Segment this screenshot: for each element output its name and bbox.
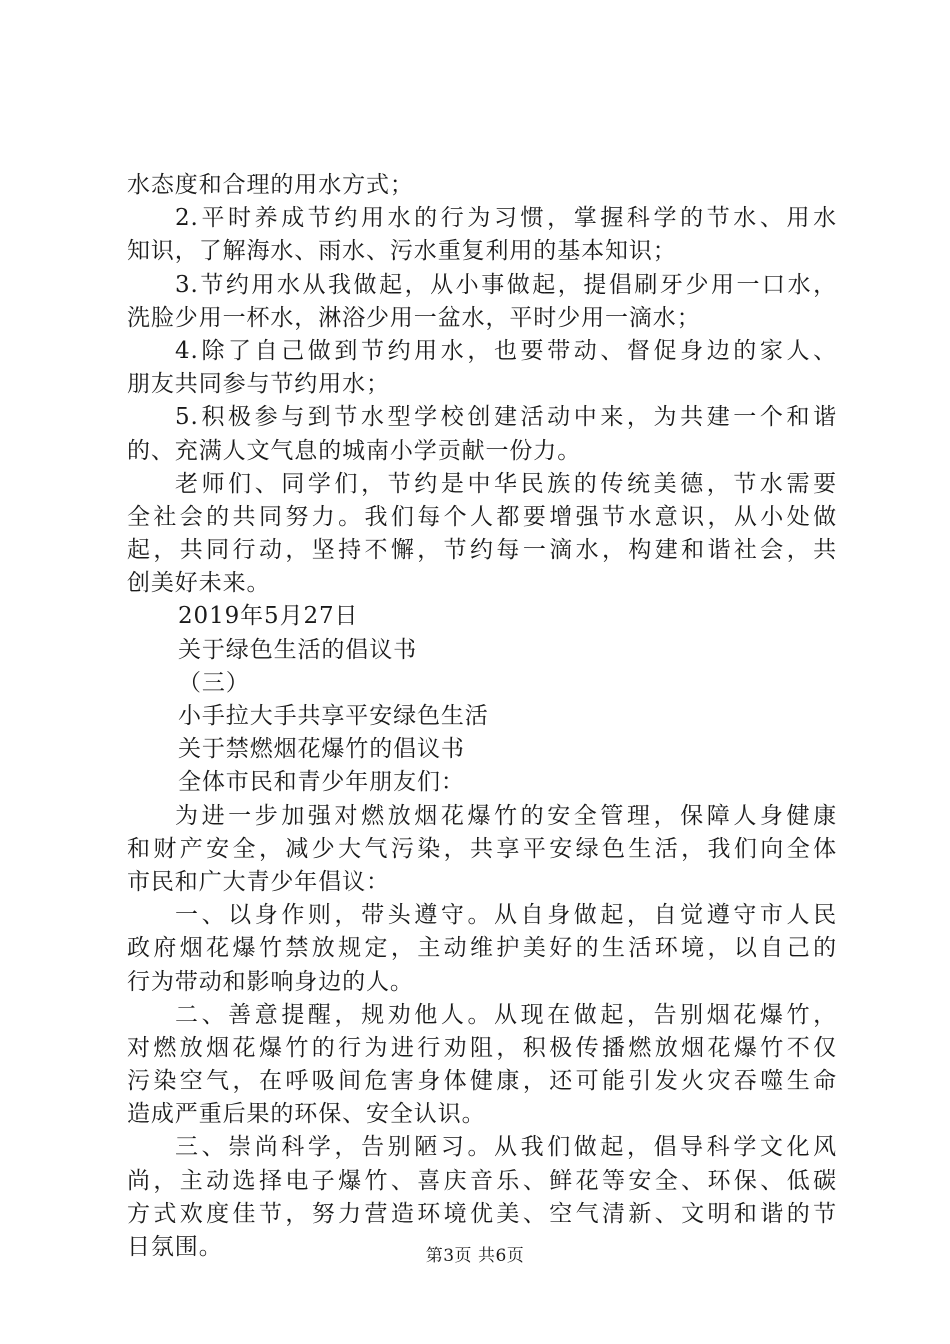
- text-line: 为进一步加强对燃放烟花爆竹的安全管理，保障人身健康: [175, 802, 837, 829]
- text-line: 造成严重后果的环保、安全认识。: [127, 1101, 486, 1128]
- text-line: 5.积极参与到节水型学校创建活动中来，为共建一个和谐: [175, 404, 837, 431]
- text-line: 对燃放烟花爆竹的行为进行劝阻，积极传播燃放烟花爆竹不仅: [127, 1034, 837, 1061]
- page-footer: 第3页 共6页: [425, 1246, 525, 1266]
- text-line: 全社会的共同努力。我们每个人都要增强节水意识，从小处做: [127, 503, 837, 530]
- text-line: 关于绿色生活的倡议书: [178, 636, 417, 663]
- text-line: 朋友共同参与节约用水；: [127, 371, 390, 398]
- text-line: 4.除了自己做到节约用水，也要带动、督促身边的家人、: [175, 337, 837, 364]
- text-line: 2.平时养成节约用水的行为习惯，掌握科学的节水、用水: [175, 205, 837, 232]
- text-line: 洗脸少用一杯水，淋浴少用一盆水，平时少用一滴水；: [127, 304, 701, 331]
- text-line: 日氛围。: [127, 1234, 223, 1260]
- document-body: [127, 169, 837, 1264]
- text-line: 政府烟花爆竹禁放规定，主动维护美好的生活环境，以自己的: [127, 935, 837, 962]
- text-line: 全体市民和青少年朋友们：: [178, 769, 465, 796]
- text-line: 二、善意提醒，规劝他人。从现在做起，告别烟花爆竹，: [175, 1001, 837, 1028]
- text-line: 三、崇尚科学，告别陋习。从我们做起，倡导科学文化风: [175, 1134, 837, 1161]
- text-line: 尚，主动选择电子爆竹、喜庆音乐、鲜花等安全、环保、低碳: [127, 1167, 837, 1194]
- text-line: 创美好未来。: [127, 570, 271, 597]
- text-line: （三）: [178, 669, 250, 696]
- text-line: 水态度和合理的用水方式；: [127, 172, 414, 198]
- text-line: 老师们、同学们，节约是中华民族的传统美德，节水需要: [175, 470, 837, 497]
- text-line: 关于禁燃烟花爆竹的倡议书: [178, 736, 465, 763]
- text-line: 一、以身作则，带头遵守。从自身做起，自觉遵守市人民: [175, 902, 837, 929]
- text-line: 起，共同行动，坚持不懈，节约每一滴水，构建和谐社会，共: [127, 537, 837, 564]
- text-line: 和财产安全，减少大气污染，共享平安绿色生活，我们向全体: [127, 835, 837, 862]
- text-line: 2019年5月27日: [178, 603, 359, 630]
- text-line: 3.节约用水从我做起，从小事做起，提倡刷牙少用一口水，: [175, 271, 837, 298]
- text-line: 的、充满人文气息的城南小学贡献一份力。: [127, 437, 582, 464]
- text-line: 方式欢度佳节，努力营造环境优美、空气清新、文明和谐的节: [127, 1200, 837, 1227]
- text-line: 小手拉大手共享平安绿色生活: [178, 703, 489, 729]
- text-line: 知识，了解海水、雨水、污水重复利用的基本知识；: [127, 238, 677, 265]
- text-line: 市民和广大青少年倡议：: [127, 868, 390, 895]
- text-line: 污染空气，在呼吸间危害身体健康，还可能引发火灾吞噬生命: [127, 1068, 837, 1095]
- text-line: 行为带动和影响身边的人。: [127, 968, 414, 995]
